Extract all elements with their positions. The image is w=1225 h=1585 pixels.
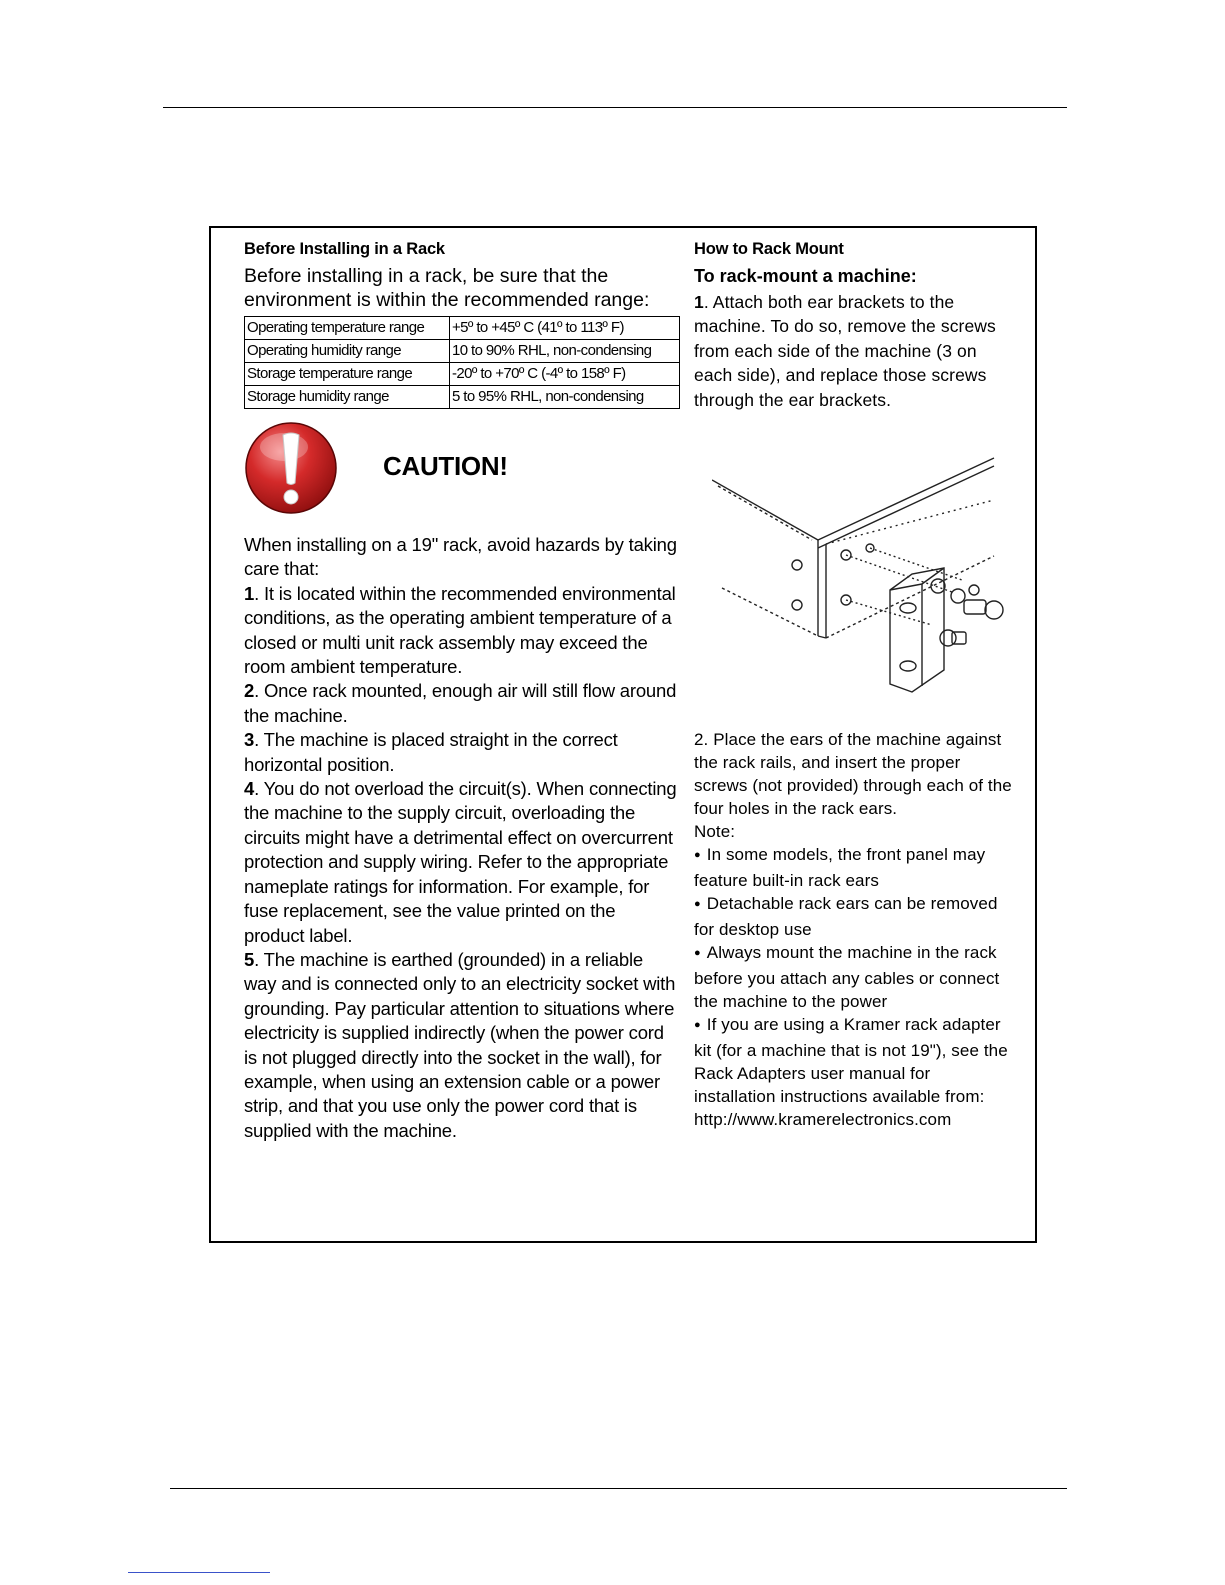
table-cell-label: Operating temperature range: [245, 317, 450, 340]
right-column: [694, 238, 1014, 1132]
how-to-rack-mount-heading: How to Rack Mount: [694, 240, 844, 258]
table-cell-value: 10 to 90% RHL, non-condensing: [450, 340, 680, 363]
footer-link-underline: [128, 1572, 270, 1573]
item-text: . The machine is placed straight in the correct horizontal position.: [244, 729, 618, 775]
item-number: 5: [244, 948, 255, 970]
table-cell-value: 5 to 95% RHL, non-condensing: [450, 386, 680, 409]
rack-install-notice-box: [209, 226, 1037, 1243]
item-text: . Once rack mounted, enough air will still flow around the machine.: [244, 680, 677, 726]
rack-mount-subheading: To rack-mount a machine:: [694, 266, 917, 286]
item-text: . You do not overload the circuit(s). When connecting the machine to the supply circuit, overloading the circuits might have a detrimental effect on overcurrent protection and supply wiring. Refer to the appropriate nameplate ratings for information. For example, for fuse replacement, see the value printed on the product label.: [244, 778, 677, 946]
header-rule: [163, 107, 1067, 108]
table-cell-value: -20º to +70º C (-4º to 158º F): [450, 363, 680, 386]
step-1: [694, 290, 1014, 412]
list-item: ● Detachable rack ears can be removed for desktop use: [694, 892, 1014, 941]
list-item: [244, 679, 680, 728]
table-cell-label: Storage humidity range: [245, 386, 450, 409]
item-number: 2: [244, 680, 255, 702]
step-2-and-notes: [694, 728, 1014, 1132]
list-item: [244, 948, 680, 1143]
list-item: [244, 582, 680, 680]
list-item: [244, 777, 680, 948]
item-text: . The machine is earthed (grounded) in a reliable way and is connected only to an electricity socket with grounding. Pay particular attention to situations where electricity is supplied indirectly (when the power cord is not plugged directly into the socket in the wall), for example, when using an extension cable or a power strip, and that you use only the power cord that is supplied with the machine.: [244, 948, 676, 1141]
exclamation-warning-icon: [244, 421, 338, 515]
caution-body: [244, 533, 680, 1143]
rack-ear-bracket-diagram: [712, 440, 1012, 710]
environment-table: [244, 316, 680, 409]
table-cell-value: +5º to +45º C (41º to 113º F): [450, 317, 680, 340]
list-item: ● If you are using a Kramer rack adapter kit (for a machine that is not 19"), see the Rack Adapters user manual for installation instructions available from:: [694, 1013, 1014, 1108]
before-installing-heading: Before Installing in a Rack: [244, 240, 445, 258]
footer-rule: [170, 1488, 1067, 1489]
caution-title: CAUTION!: [383, 451, 508, 481]
item-number: 3: [244, 729, 255, 751]
step-text: . Attach both ear brackets to the machine. To do so, remove the screws from each side of the machine (3 on each side), and replace those screws through the ear brackets.: [694, 292, 996, 410]
note-label: Note:: [694, 822, 736, 842]
environment-intro: Before installing in a rack, be sure that the environment is within the recommended range:: [244, 265, 650, 311]
table-row: [245, 363, 680, 386]
item-text: . It is located within the recommended environmental conditions, as the operating ambient temperature of a closed or multi unit rack assembly may exceed the room ambient temperature.: [244, 582, 676, 678]
table-row: [245, 340, 680, 363]
table-cell-label: Operating humidity range: [245, 340, 450, 363]
table-row: [245, 386, 680, 409]
list-item: [244, 728, 680, 777]
item-number: 1: [244, 582, 255, 604]
caution-block: [244, 419, 680, 519]
kramer-website-link[interactable]: http://www.kramerelectronics.com: [694, 1110, 952, 1130]
list-item: ● Always mount the machine in the rack before you attach any cables or connect the machine to the power: [694, 941, 1014, 1013]
table-cell-label: Storage temperature range: [245, 363, 450, 386]
caution-intro: When installing on a 19" rack, avoid hazards by taking care that:: [244, 534, 677, 580]
step-number: 1: [694, 292, 704, 312]
left-column: [244, 238, 680, 1143]
step-2: 2. Place the ears of the machine against the rack rails, and insert the proper screws (not provided) through each of the four holes in the rack ears.: [694, 730, 1012, 819]
item-number: 4: [244, 778, 255, 800]
table-row: [245, 317, 680, 340]
list-item: ● In some models, the front panel may feature built-in rack ears: [694, 843, 1014, 892]
